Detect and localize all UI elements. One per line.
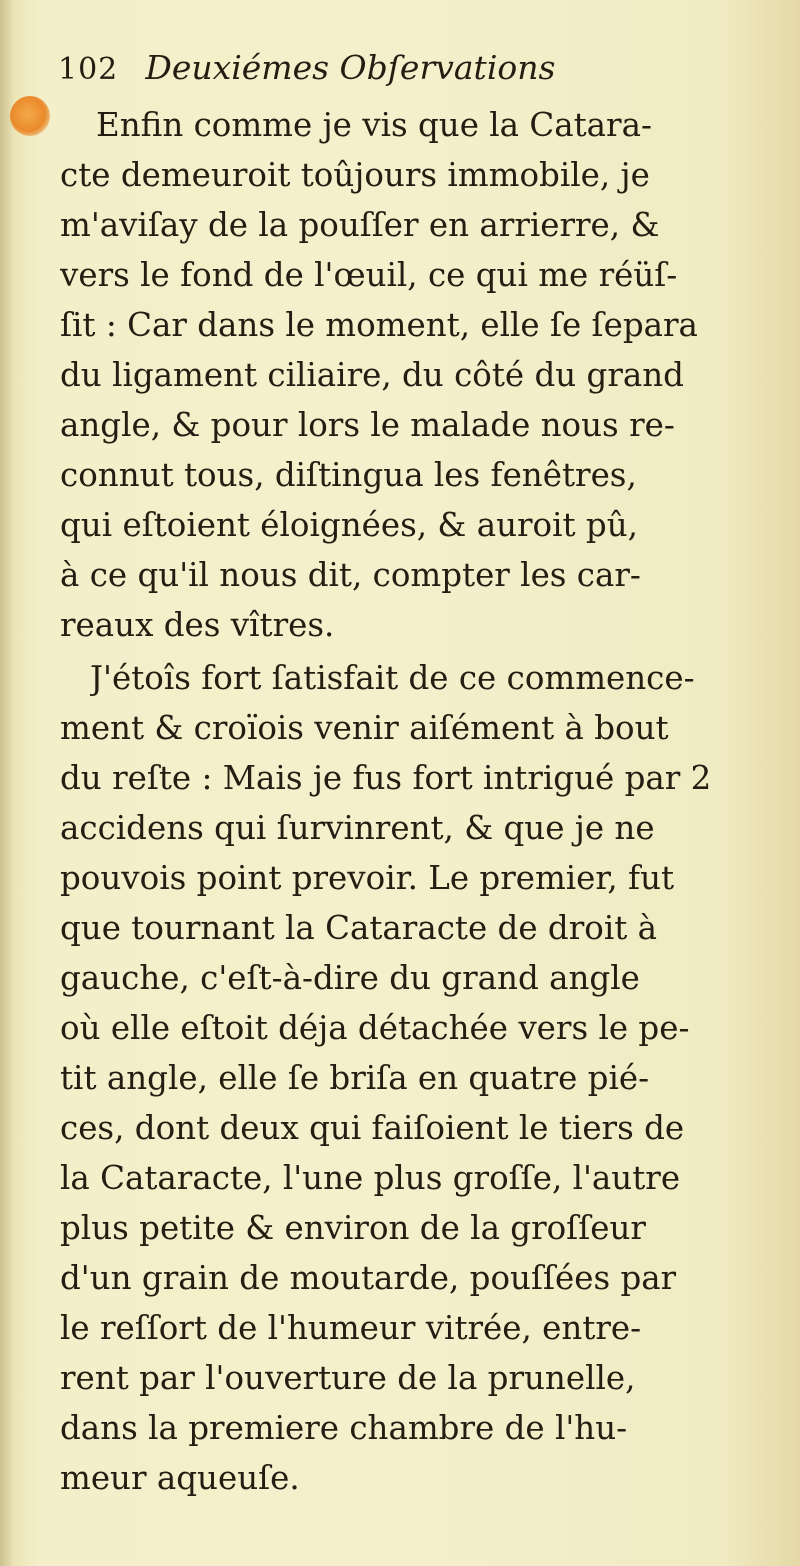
text-line: tit angle, elle ſe briſa en quatre pié- xyxy=(60,1059,650,1097)
text-line: m'aviſay de la pouſſer en arrierre, & xyxy=(60,206,660,244)
text-line: la Cataracte, l'une plus groſſe, l'autre xyxy=(60,1159,681,1197)
text-line: gauche, c'eſt-à-dire du grand angle xyxy=(60,959,640,997)
text-line: du reſte : Mais je fus fort intrigué par 2 xyxy=(60,759,712,797)
text-line: qui eſtoient éloignées, & auroit pû, xyxy=(60,506,638,544)
page-header xyxy=(58,48,555,98)
text-line: angle, & pour lors le malade nous re- xyxy=(60,406,675,444)
text-line: J'étoîs fort ſatisfait de ce commence- xyxy=(90,659,695,697)
page-gutter-shadow xyxy=(0,0,14,1566)
text-line: accidens qui ſurvinrent, & que je ne xyxy=(60,809,655,847)
orange-stain xyxy=(10,96,50,136)
text-line: Enfin comme je vis que la Catara- xyxy=(96,106,652,144)
text-line: vers le fond de l'œuil, ce qui me réüſ- xyxy=(60,256,678,294)
text-line: plus petite & environ de la groſſeur xyxy=(60,1209,646,1247)
text-line: du ligament ciliaire, du côté du grand xyxy=(60,356,684,394)
text-line: ment & croïois venir aiſément à bout xyxy=(60,709,669,747)
text-line: meur aqueuſe. xyxy=(60,1459,300,1497)
text-line: que tournant la Cataracte de droit à xyxy=(60,909,657,947)
text-line: rent par l'ouverture de la prunelle, xyxy=(60,1359,636,1397)
text-line: dans la premiere chambre de l'hu- xyxy=(60,1409,628,1447)
text-line: à ce qu'il nous dit, compter les car- xyxy=(60,556,641,594)
page-number: 102 xyxy=(58,52,119,87)
text-line: d'un grain de moutarde, pouſſées par xyxy=(60,1259,677,1297)
text-line: reaux des vîtres. xyxy=(60,606,335,644)
text-line: cte demeuroit toûjours immobile, je xyxy=(60,156,650,194)
running-title: Deuxiémes Obſervations xyxy=(145,48,556,87)
text-line: ſit : Car dans le moment, elle ſe ſepara xyxy=(60,306,698,344)
text-line: où elle eſtoit déja détachée vers le pe- xyxy=(60,1009,690,1047)
text-line: connut tous, diſtingua les fenêtres, xyxy=(60,456,637,494)
text-line: ces, dont deux qui faiſoient le tiers de xyxy=(60,1109,685,1147)
text-line: le reſſort de l'humeur vitrée, entre- xyxy=(60,1309,642,1347)
text-line: pouvois point prevoir. Le premier, fut xyxy=(60,859,675,897)
